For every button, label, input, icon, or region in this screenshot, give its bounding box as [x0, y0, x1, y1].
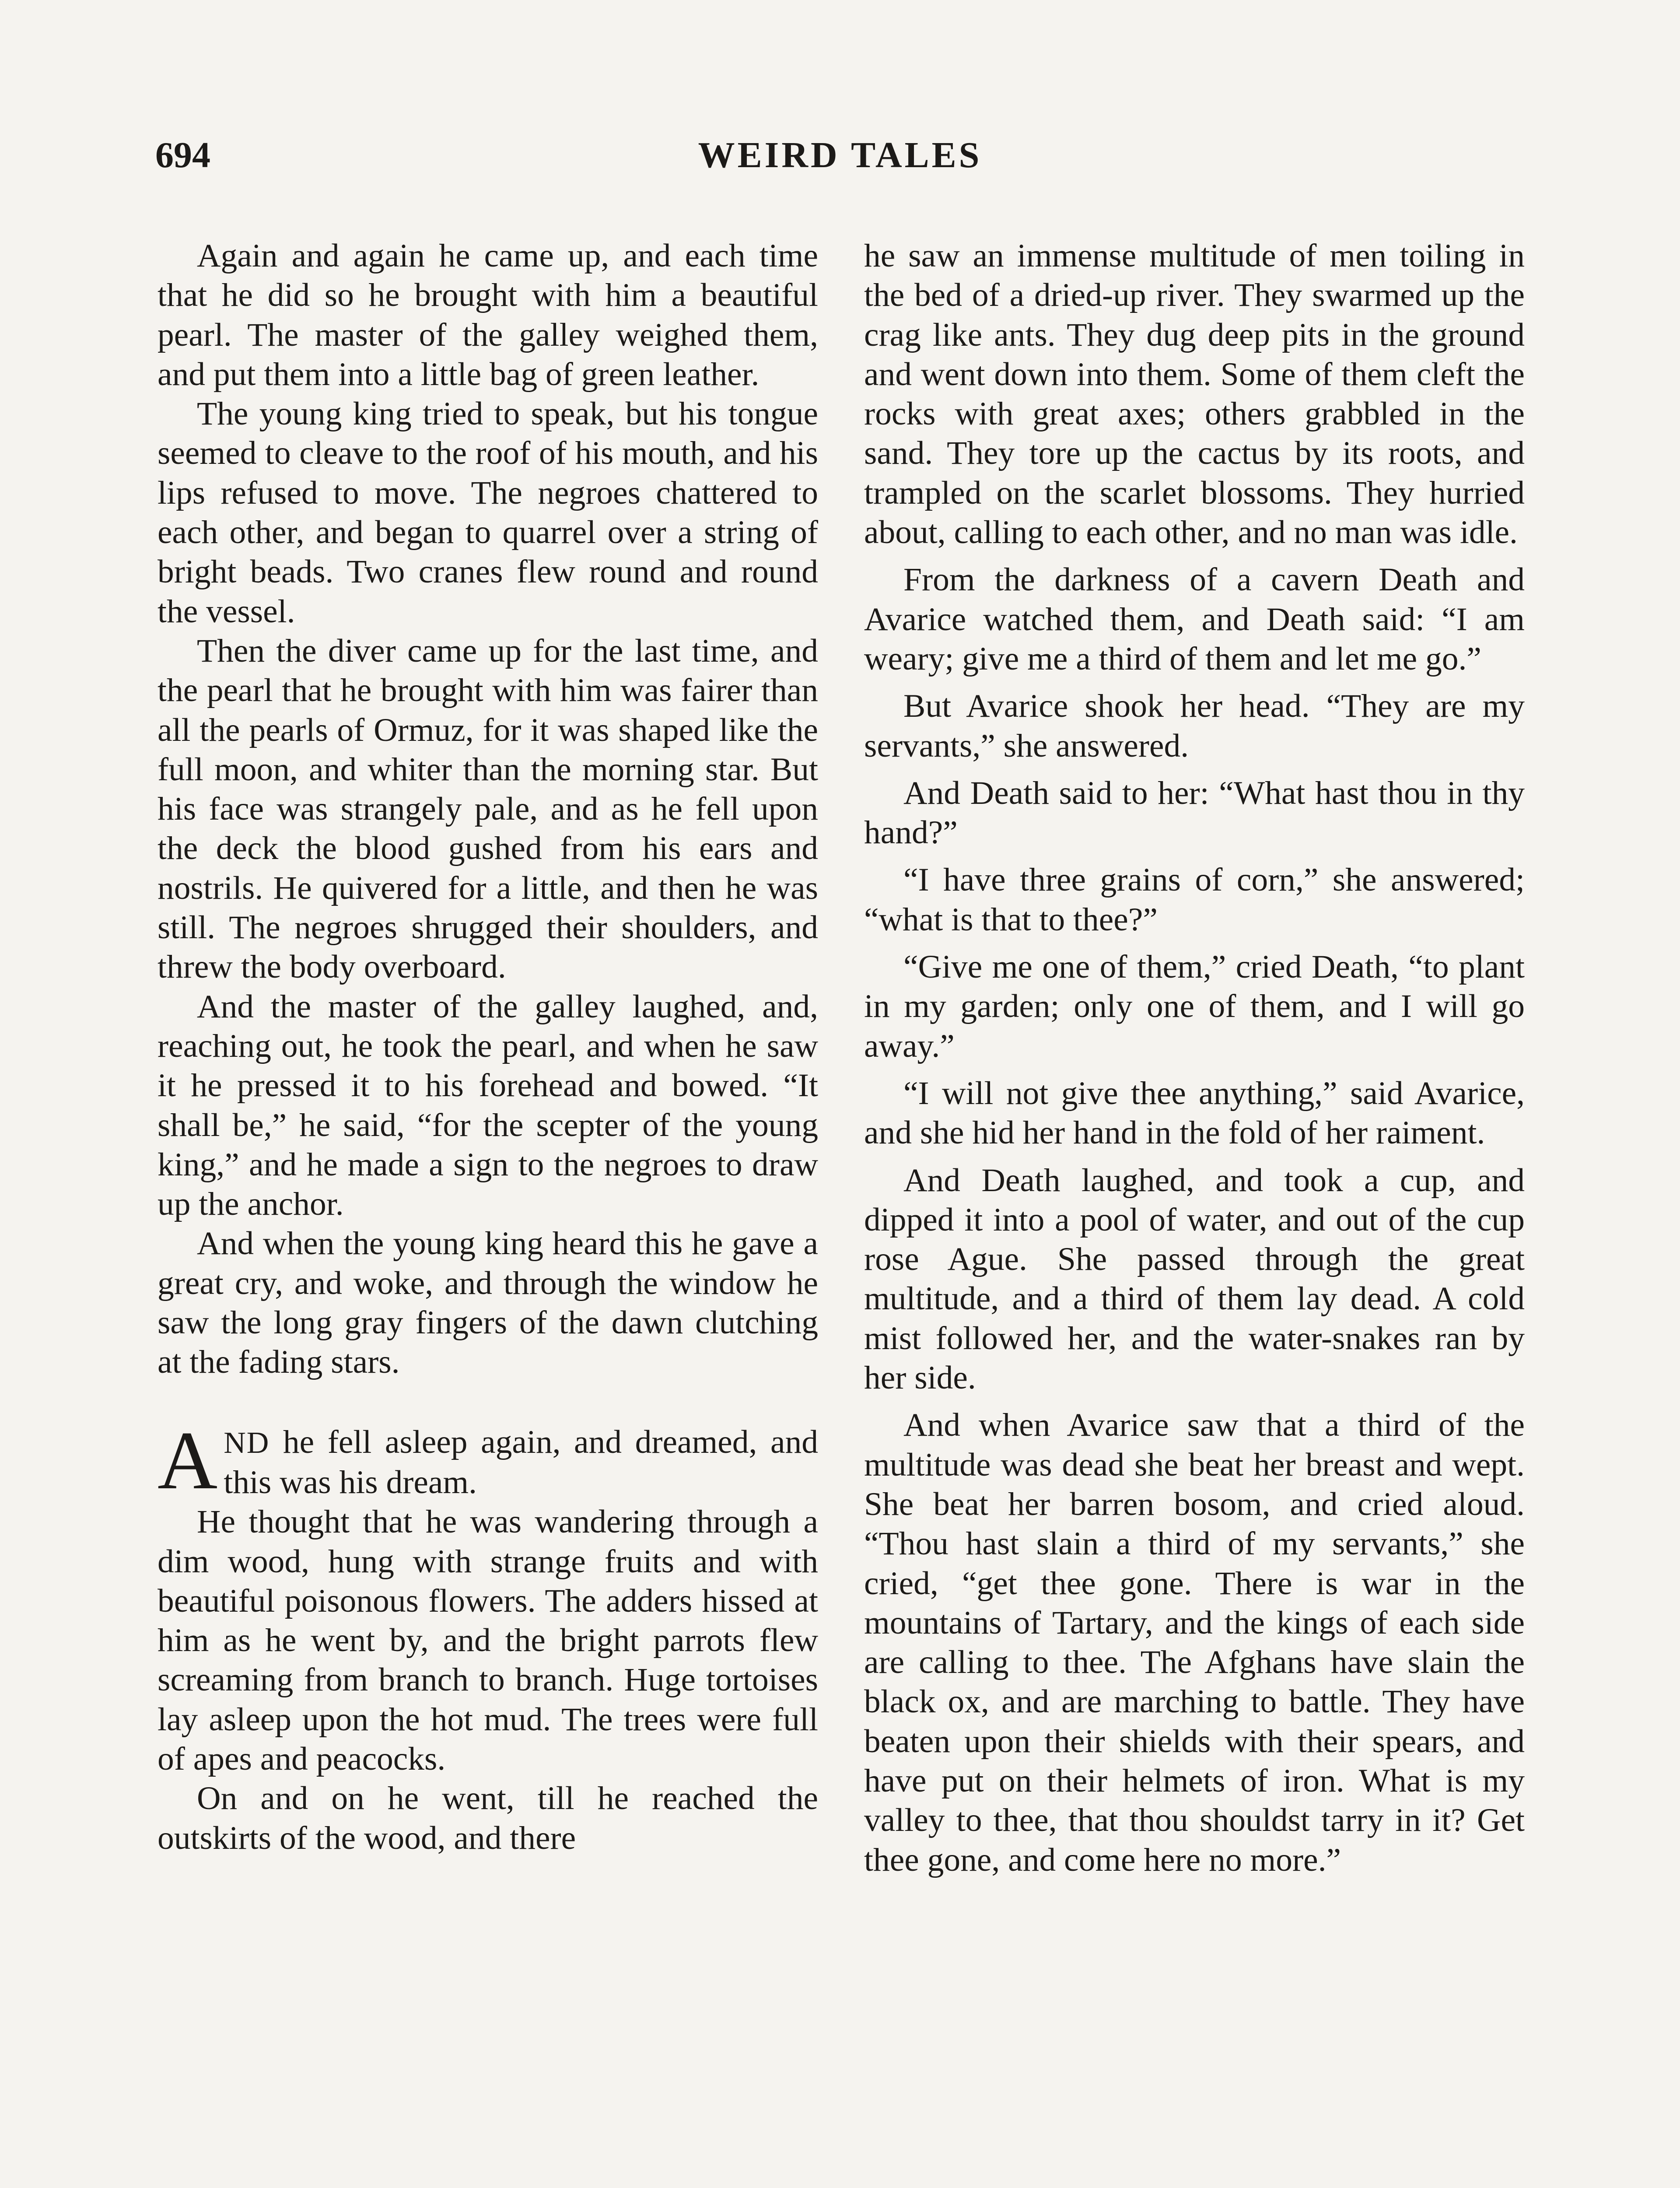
- paragraph: And when Avarice saw that a third of the multitude was dead she beat her breast and wept. She beat her barren bosom, and cried aloud. “Thou hast slain a third of my servants,” she cried, “get thee gone. There is war in the mountains of Tartary, and the kings of each side are calling to thee. The Afghans have slain the black ox, and are marching to battle. They have beaten upon their shields with their spears, and have put on their helmets of iron. What is my valley to thee, that thou shouldst tarry in it? Get thee gone, and come here no more.”: [864, 1407, 1525, 1878]
- paragraph: Again and again he came up, and each time that he did so he brought with him a beautiful pearl. The master of the galley weighed them, and put them into a little bag of green leather.: [158, 238, 818, 393]
- page-header: [155, 131, 1525, 179]
- paragraph: “I have three grains of corn,” she answered; “what is that to thee?”: [864, 862, 1525, 938]
- section-opening-text: he fell asleep again, and dreamed, and this was his dream.: [224, 1424, 818, 1501]
- paragraph: He thought that he was wandering through a dim wood, hung with strange fruits and with beautiful poisonous flowers. The adders hissed at him as he went by, and the bright parrots flew screaming from branch to branch. Huge tortoises lay asleep upon the hot mud. The trees were full of apes and peacocks.: [158, 1504, 818, 1777]
- right-column: [864, 236, 1525, 1888]
- paragraph: The young king tried to speak, but his tongue seemed to cleave to the roof of his mouth, and his lips refused to move. The negroes chattered to each other, and began to quarrel over a string of bright beads. Two cranes flew round and round the vessel.: [158, 396, 818, 630]
- paragraph: From the darkness of a cavern Death and Avarice watched them, and Death said: “I am weary; give me a third of them and let me go.”: [864, 561, 1525, 677]
- paragraph: “Give me one of them,” cried Death, “to plant in my garden; only one of them, and I will go away.”: [864, 949, 1525, 1064]
- section-opening-paragraph: [158, 1414, 818, 1507]
- paragraph: And Death laughed, and took a cup, and dipped it into a pool of water, and out of the cup rose Ague. She passed through the great multitude, and a third of them lay dead. A cold mist followed her, and the water-snakes ran by her side.: [864, 1162, 1525, 1396]
- paragraph: And Death said to her: “What hast thou in thy hand?”: [864, 775, 1525, 851]
- paragraph: But Avarice shook her head. “They are my servants,” she answered.: [864, 688, 1525, 764]
- continued-paragraph: he saw an immense multitude of men toiling in the bed of a dried-up river. They swarmed up the crag like ants. They dug deep pits in the ground and went down into them. Some of them cleft the rocks with great axes; others grabbled in the sand. They tore up the cactus by its roots, and trampled on the scarlet blossoms. They hurried about, calling to each other, and no man was idle.: [864, 238, 1525, 551]
- page-number: 694: [155, 135, 210, 175]
- section-break: [158, 1382, 818, 1423]
- paragraph: And when the young king heard this he gave a great cry, and woke, and through the window he saw the long gray fingers of the dawn clutching at the fading stars.: [158, 1225, 818, 1381]
- small-caps-lead: ND: [224, 1426, 270, 1460]
- drop-cap: A: [158, 1414, 218, 1507]
- paragraph: Then the diver came up for the last time, and the pearl that he brought with him was fairer than all the pearls of Ormuz, for it was shaped like the full moon, and whiter than the morning star. But his face was strangely pale, and as he fell upon the deck the blood gushed from his ears and nostrils. He quivered for a little, and then he was still. The negroes shrugged their shoulders, and threw the body overboard.: [158, 632, 818, 985]
- running-title: WEIRD TALES: [698, 135, 982, 175]
- left-column: [158, 236, 818, 1858]
- paragraph: And the master of the galley laughed, and, reaching out, he took the pearl, and when he saw it he pressed it to his forehead and bowed. “It shall be,” he said, “for the scepter of the young king,” and he made a sign to the negroes to draw up the anchor.: [158, 988, 818, 1223]
- paragraph: “I will not give thee anything,” said Avarice, and she hid her hand in the fold of her raiment.: [864, 1075, 1525, 1151]
- paragraph: On and on he went, till he reached the outskirts of the wood, and there: [158, 1780, 818, 1856]
